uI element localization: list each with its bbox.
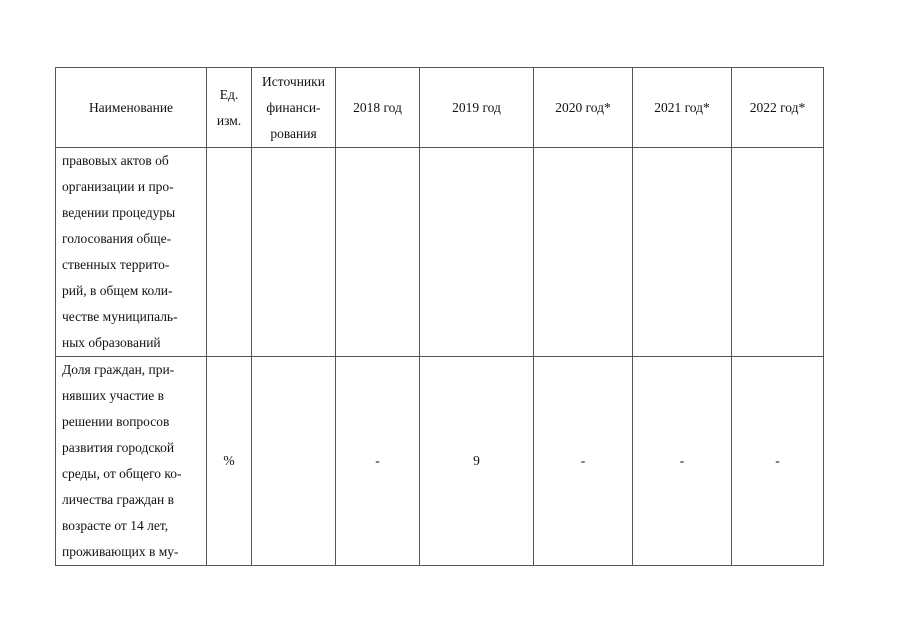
value-2022-cell: -	[732, 357, 824, 566]
header-2021: 2021 год*	[633, 68, 732, 148]
name-line: среды, от общего ко-	[62, 466, 182, 481]
name-line: нявших участие в	[62, 388, 164, 403]
sources-cell	[252, 148, 336, 357]
name-line: правовых актов об	[62, 153, 169, 168]
value-2021-cell	[633, 148, 732, 357]
header-2018: 2018 год	[336, 68, 420, 148]
unit-cell: %	[207, 357, 252, 566]
name-line: ных образований	[62, 335, 161, 350]
row-name-cell	[56, 148, 207, 357]
value-2022-cell	[732, 148, 824, 357]
header-name: Наименование	[56, 68, 207, 148]
row-name-cell	[56, 357, 207, 566]
name-line: решении вопросов	[62, 414, 170, 429]
name-line: проживающих в му-	[62, 544, 179, 559]
value-2020-cell	[534, 148, 633, 357]
value-2021-cell: -	[633, 357, 732, 566]
value-2020-cell: -	[534, 357, 633, 566]
header-unit-line: Ед.	[219, 86, 239, 102]
header-sources-line: рования	[270, 125, 317, 141]
name-line: рий, в общем коли-	[62, 283, 173, 298]
value-2019-cell	[420, 148, 534, 357]
header-unit	[207, 68, 252, 148]
name-line: возрасте от 14 лет,	[62, 518, 169, 533]
header-2019: 2019 год	[420, 68, 534, 148]
name-line: ведении процедуры	[62, 205, 176, 220]
header-row	[56, 68, 824, 148]
header-2020: 2020 год*	[534, 68, 633, 148]
table-row	[56, 148, 824, 357]
name-line: развития городской	[62, 440, 175, 455]
header-sources-line: Источники	[262, 73, 325, 89]
header-unit-line: изм.	[216, 112, 242, 128]
value-2019-cell: 9	[420, 357, 534, 566]
name-line: честве муниципаль-	[62, 309, 178, 324]
name-line: голосования обще-	[62, 231, 172, 246]
header-sources	[252, 68, 336, 148]
name-line: организации и про-	[62, 179, 174, 194]
name-line: ственных террито-	[62, 257, 170, 272]
indicators-table	[55, 67, 824, 566]
table-row	[56, 357, 824, 566]
header-sources-line: финанси-	[266, 99, 321, 115]
value-2018-cell: -	[336, 357, 420, 566]
value-2018-cell	[336, 148, 420, 357]
unit-cell	[207, 148, 252, 357]
header-2022: 2022 год*	[732, 68, 824, 148]
name-line: личества граждан в	[62, 492, 174, 507]
sources-cell	[252, 357, 336, 566]
name-line: Доля граждан, при-	[62, 362, 175, 377]
